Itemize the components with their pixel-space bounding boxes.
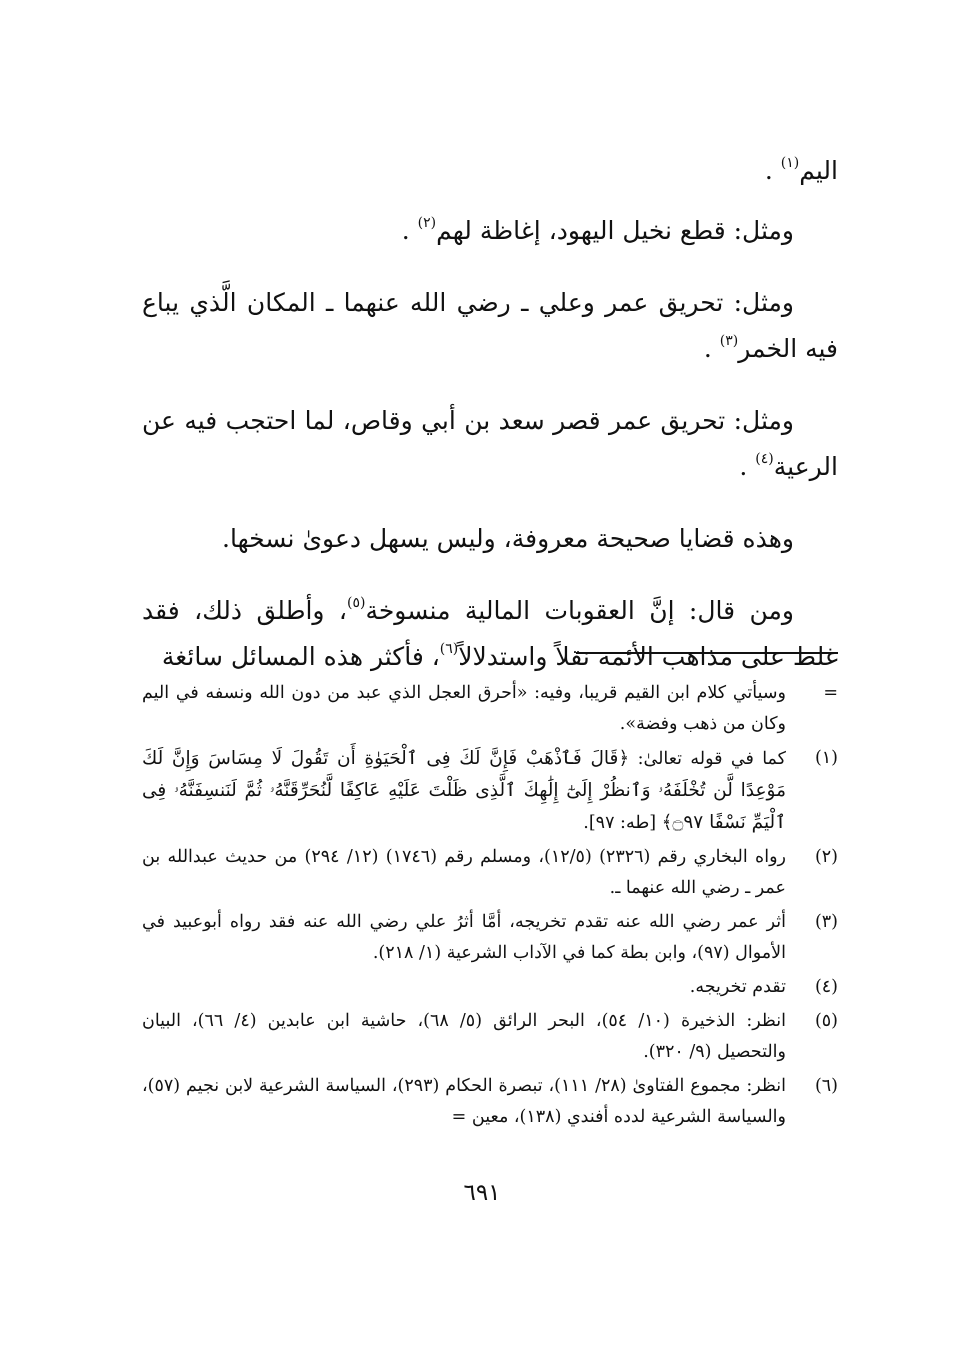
footnote-separator <box>576 652 838 654</box>
footnote-number: (١) <box>814 748 838 768</box>
footnote-number: (٦) <box>814 1076 838 1096</box>
footnote <box>142 907 838 969</box>
footnotes <box>142 678 838 1136</box>
footnote-number: (٢) <box>814 847 838 867</box>
footnote-number: (٥) <box>814 1011 838 1031</box>
footnote <box>142 972 838 1003</box>
footnote-ref: (٦) <box>439 641 459 657</box>
footnote-continuation <box>142 678 838 740</box>
footnote-text: انظر: مجموع الفتاوىٰ (٢٨/ ١١١)، تبصرة الحكام (٢٩٣)، السياسة الشرعية لابن نجيم (٥٧)، والسياسة الشرعية لدده أفندي (١٣٨)، معين = <box>142 1076 787 1127</box>
footnote-text: أثر عمر رضي الله عنه تقدم تخريجه، أمَّا أثرُ علي رضي الله عنه فقد رواه أبوعبيد في الأموال (٩٧)، وابن بطة كما في الآداب الشرعية (١/ ٢١٨). <box>142 912 786 963</box>
footnote-text: كما في قوله تعالىٰ: ﴿قَالَ فَٱذْهَبْ فَإِنَّ لَكَ فِى ٱلْحَيَوٰةِ أَن تَقُولَ لَا مِسَاسَ وَإِنَّ لَكَ مَوْعِدًا لَّن تُخْلَفَهُۥ وَٱنظُرْ إِلَىٰٓ إِلَٰهِكَ ٱلَّذِى ظَلْتَ عَلَيْهِ عَاكِفًا لَّنُحَرِّقَنَّهُۥ ثُمَّ لَنَنسِفَنَّهُۥ فِى ٱلْيَمِّ نَسْفًا ۝٩٧﴾ [طه: ٩٧]. <box>142 748 786 833</box>
paragraph: ومثل: تحريق عمر قصر سعد بن أبي وقاص، لما احتجب فيه عن الرعية$^{(٤)}$ . <box>142 406 838 481</box>
footnote <box>142 842 838 904</box>
paragraph: وهذه قضايا صحيحة معروفة، وليس يسهل دعوىٰ نسخها. <box>222 524 794 553</box>
paragraph: ومثل: قطع نخيل اليهود، إغاظة لهم$^{(٢)}$ . <box>401 215 794 245</box>
quran-verse: ﴿قَالَ فَٱذْهَبْ فَإِنَّ لَكَ فِى ٱلْحَيَوٰةِ أَن تَقُولَ لَا مِسَاسَ وَإِنَّ لَكَ مَوْعِدًا لَّن تُخْلَفَهُۥ وَٱنظُرْ إِلَىٰٓ إِلَٰهِكَ ٱلَّذِى ظَلْتَ عَلَيْهِ عَاكِفًا لَّنُحَرِّقَنَّهُۥ ثُمَّ لَنَنسِفَنَّهُۥ فِى ٱلْيَمِّ نَسْفًا ۝٩٧﴾ <box>142 748 786 833</box>
footnote-text: انظر: الذخيرة (١٠/ ٥٤)، البحر الرائق (٥/ ٦٨)، حاشية ابن عابدين (٤/ ٦٦)، البيان والتحصيل (٩/ ٣٢٠). <box>142 1011 786 1062</box>
footnote-number: (٣) <box>814 912 838 932</box>
footnote-text: تقدم تخريجه. <box>689 977 786 997</box>
footnote <box>142 1071 838 1133</box>
continuation-marker: = <box>823 683 838 703</box>
main-text <box>142 148 838 706</box>
footnote <box>142 743 838 839</box>
footnote-ref: (٤) <box>755 451 774 467</box>
paragraph: ومن قال: إنَّ العقوبات المالية منسوخة$^{(٥)}$، وأطلق ذلك، فقد غلط على مذاهب الأئمة نقلاً واستدلالاً$^{(٦)}$، فأكثر هذه المسائل سائغة <box>142 595 838 671</box>
footnote-ref: (٣) <box>719 333 739 349</box>
footnote-text: رواه البخاري رقم (٢٣٢٦) (١٢/٥)، ومسلم رقم (١٧٤٦) (١٢/ ٢٩٤) من حديث عبدالله بن عمر ـ رضي الله عنهما ـ. <box>142 847 786 898</box>
footnote-number: (٤) <box>814 977 838 997</box>
footnote-ref: (٥) <box>346 595 366 611</box>
paragraph: ومثل: تحريق عمر وعلي ـ رضي الله عنهما ـ المكان الَّذي يباع فيه الخمر$^{(٣)}$ . <box>142 288 838 363</box>
footnote-ref: (١) <box>780 155 800 171</box>
page-number: ٦٩١ <box>463 1180 501 1206</box>
paragraph: اليم$^{(١)}$ . <box>764 155 838 185</box>
footnote <box>142 1006 838 1068</box>
footnote-ref: (٢) <box>417 215 437 231</box>
footnote-text: وسيأتي كلام ابن القيم قريبا، وفيه: «أحرق العجل الذي عبد من دون الله ونسفه في اليم وكان من ذهب وفضة». <box>142 683 786 734</box>
